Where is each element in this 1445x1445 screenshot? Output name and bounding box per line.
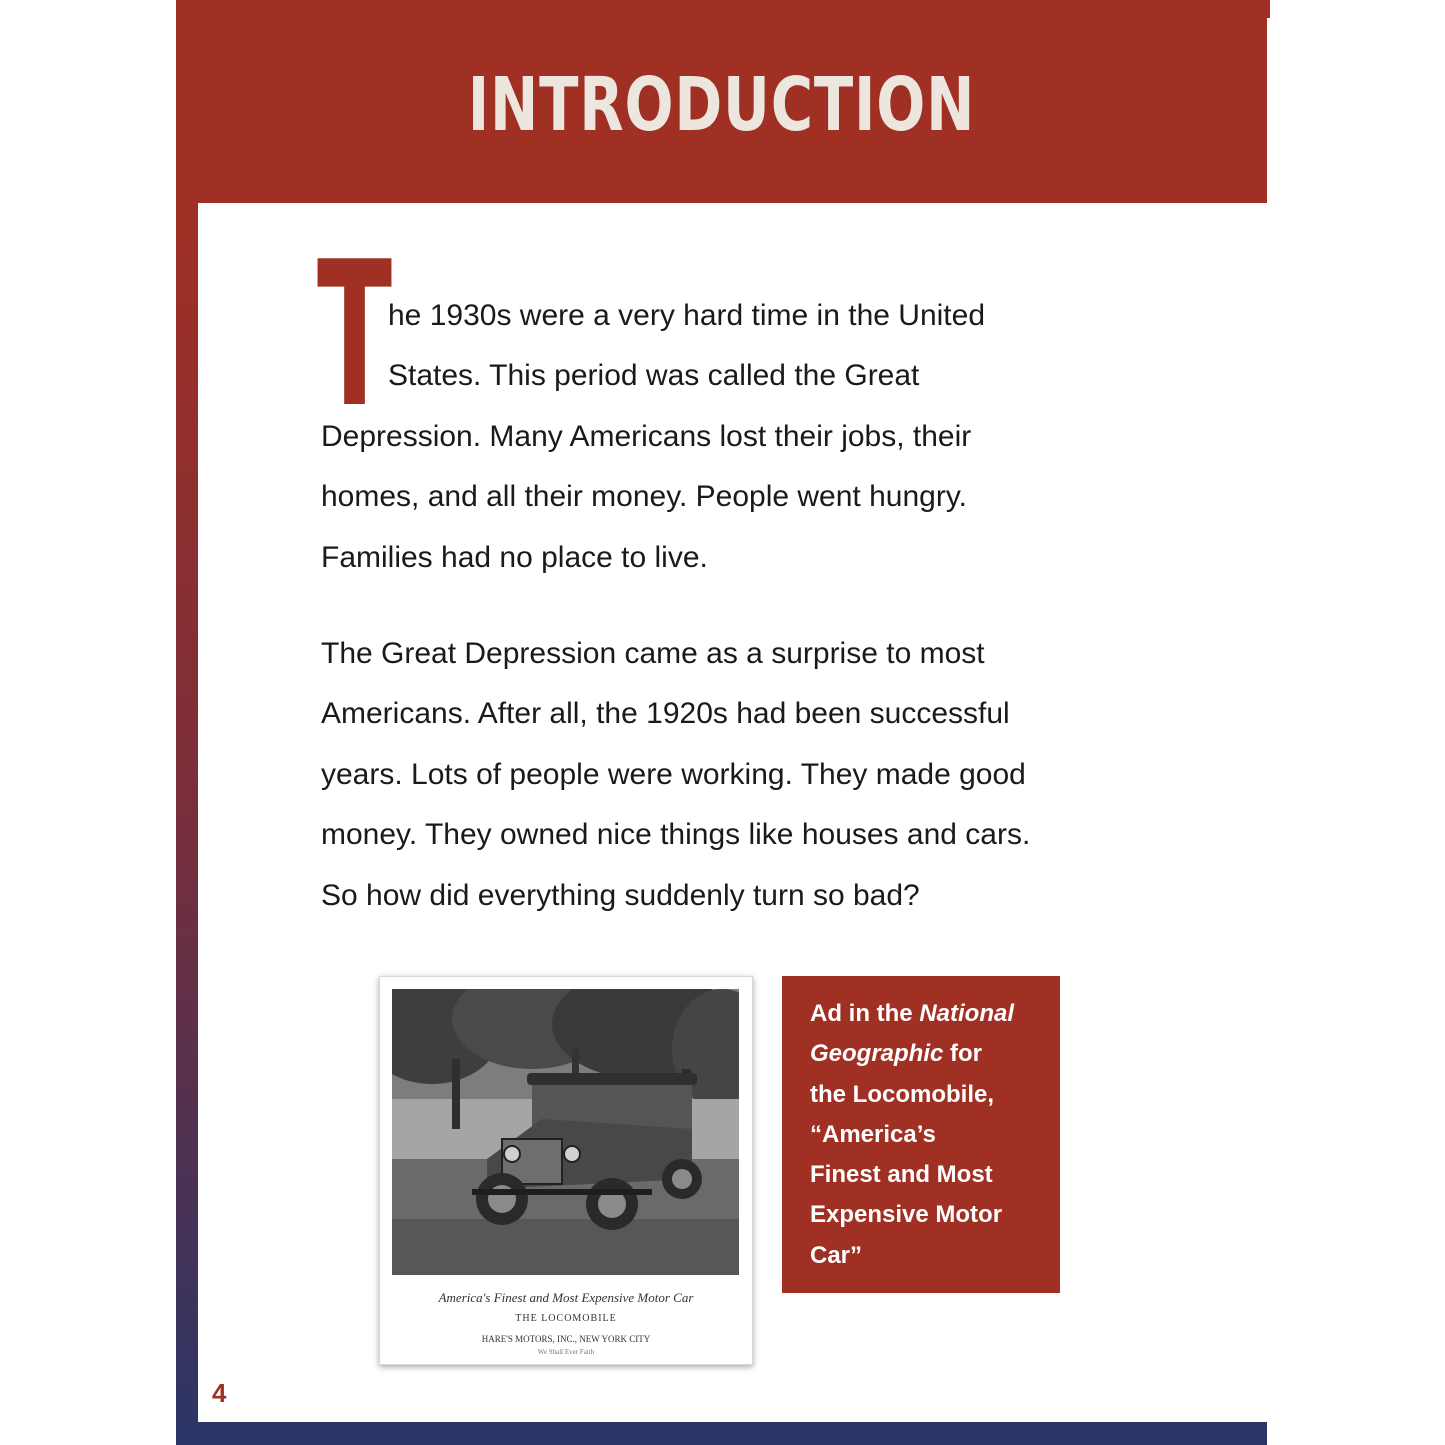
intro-paragraph-2	[321, 624, 1121, 926]
drop-cap: T	[317, 219, 393, 452]
paragraph-line: Families had no place to live.	[321, 540, 708, 574]
paragraph-line: money. They owned nice things like houses and cars.	[321, 818, 1031, 852]
paragraph-line: So how did everything suddenly turn so bad?	[321, 878, 920, 912]
paragraph-line: years. Lots of people were working. They made good	[321, 757, 1026, 791]
ad-tagline: America's Finest and Most Expensive Motor Car	[438, 1290, 694, 1305]
ad-dealer: HARE'S MOTORS, INC., NEW YORK CITY	[481, 1334, 651, 1344]
paragraph-line: Depression. Many Americans lost their jobs, their	[321, 419, 972, 453]
paragraph-line: homes, and all their money. People went hungry.	[321, 480, 967, 514]
caption-line: Expensive Motor	[810, 1201, 1003, 1229]
paragraph-line: The Great Depression came as a surprise to most	[321, 637, 985, 670]
caption-line: Car”	[810, 1241, 863, 1269]
caption-line: the Locomobile,	[810, 1080, 995, 1108]
locomobile-ad-photo	[379, 976, 753, 1365]
paragraph-line: Americans. After all, the 1920s had been successful	[321, 697, 1010, 731]
caption-line: Finest and Most	[810, 1161, 993, 1189]
car-illustration	[392, 989, 739, 1275]
ad-motto: We Shall Ever Faith	[537, 1348, 595, 1356]
paragraph-line: States. This period was called the Great	[388, 359, 920, 393]
caption-line: “America’s	[810, 1120, 936, 1148]
caption-italic-text: National	[919, 1000, 1015, 1027]
caption-italic-text: Geographic	[810, 1040, 944, 1068]
photo-caption-box	[782, 976, 1060, 1293]
caption-line	[810, 994, 1050, 1034]
caption-line	[810, 1034, 1050, 1074]
right-edge-strip	[1267, 18, 1270, 1445]
vintage-car-image	[392, 989, 739, 1275]
ad-brand: THE LOCOMOBILE	[515, 1313, 617, 1324]
paragraph-line: he 1930s were a very hard time in the United	[388, 299, 985, 332]
page-number: 4	[212, 1378, 227, 1408]
caption-text: Ad in the	[810, 1000, 920, 1027]
intro-paragraph-1	[321, 286, 1121, 588]
caption-text: for	[943, 1040, 983, 1068]
page-title: INTRODUCTION	[467, 62, 976, 148]
photo-caption	[810, 994, 1050, 1276]
